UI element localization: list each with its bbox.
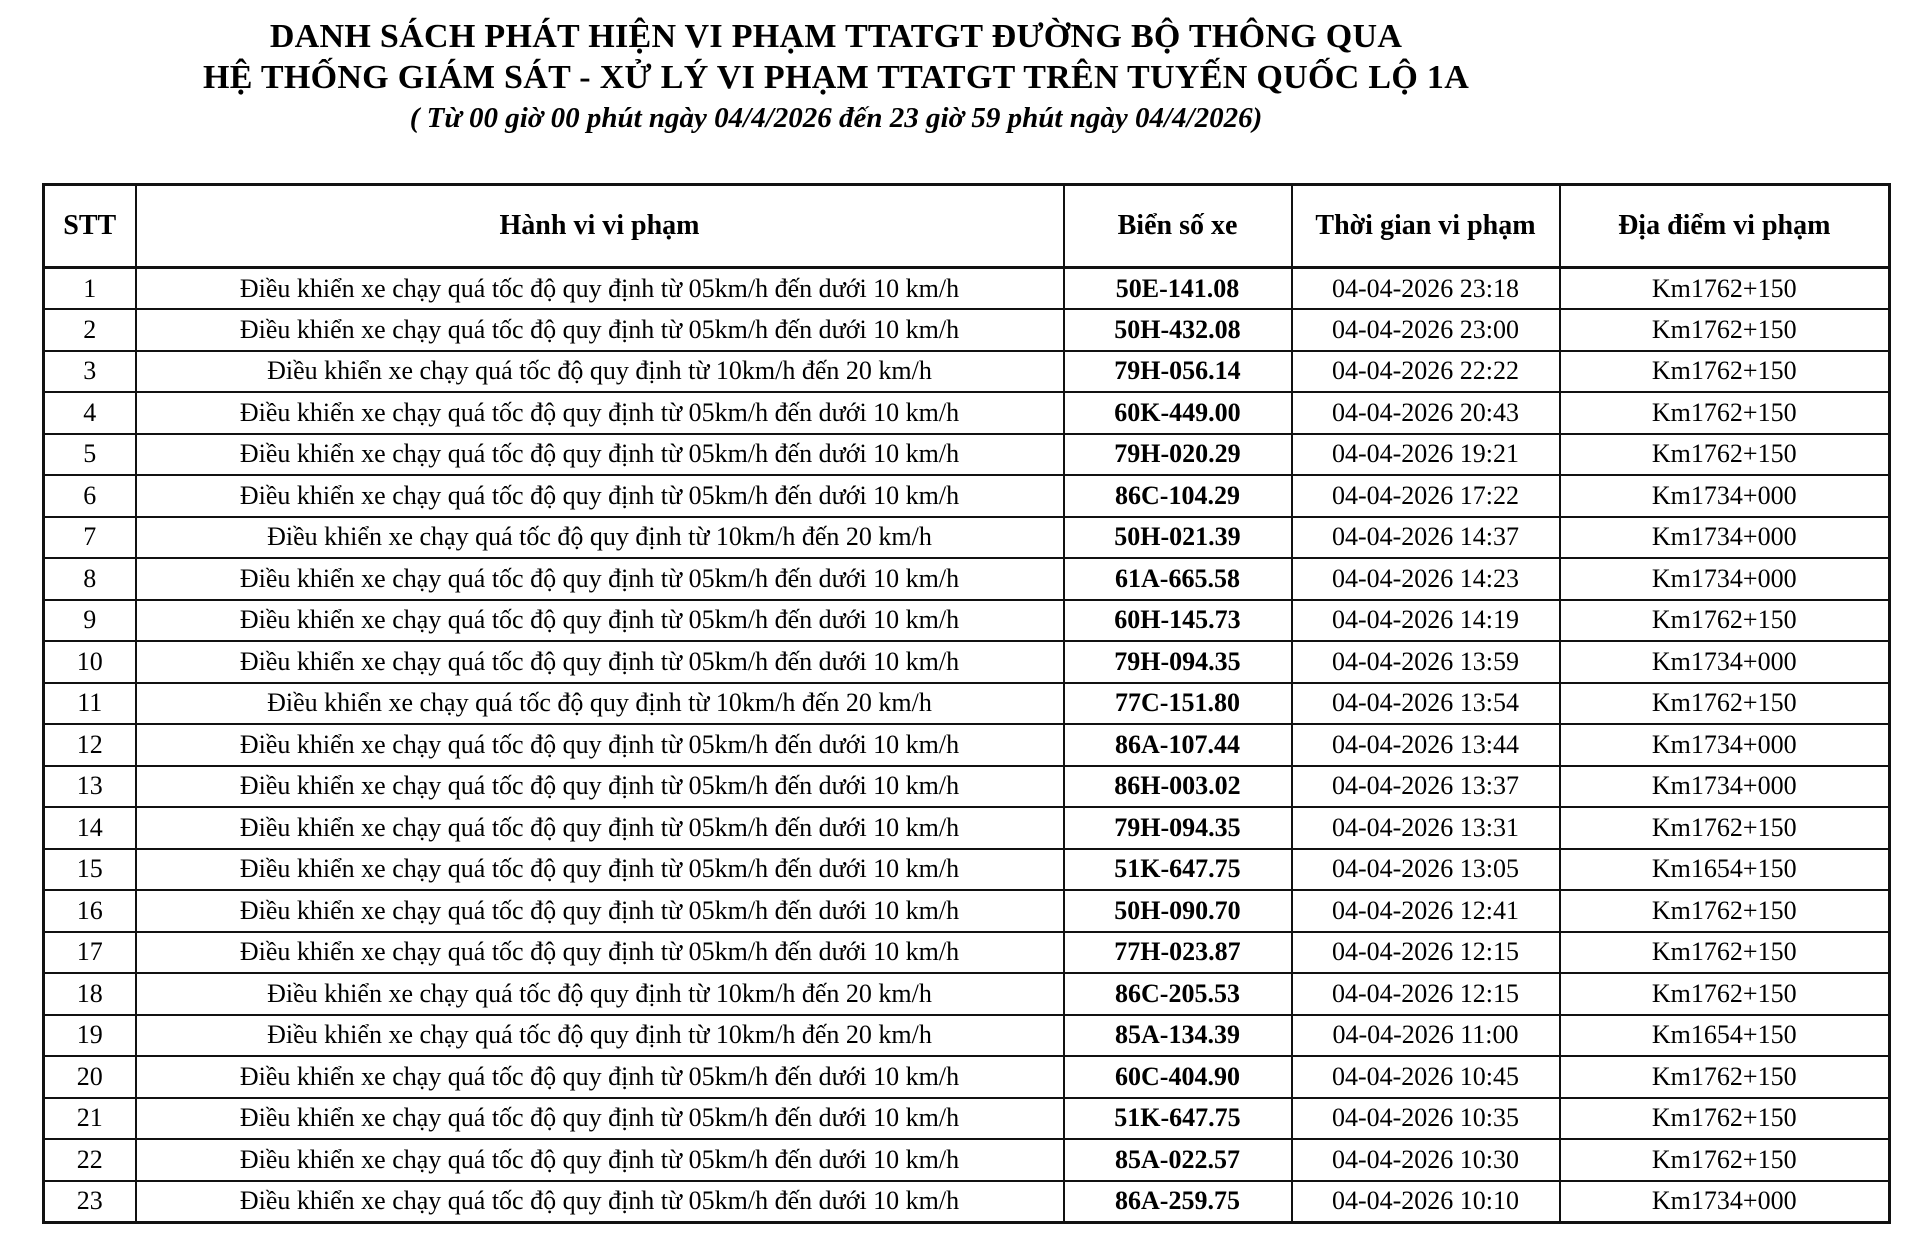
time-cell: 04-04-2026 12:15 <box>1292 973 1560 1015</box>
plate-cell: 50H-090.70 <box>1064 890 1292 932</box>
plate-cell: 86A-107.44 <box>1064 724 1292 766</box>
time-cell: 04-04-2026 20:43 <box>1292 392 1560 434</box>
time-cell: 04-04-2026 12:15 <box>1292 932 1560 974</box>
time-cell: 04-04-2026 23:18 <box>1292 268 1560 310</box>
header-location: Địa điểm vi phạm <box>1560 185 1890 268</box>
time-cell: 04-04-2026 13:44 <box>1292 724 1560 766</box>
plate-cell: 50H-021.39 <box>1064 517 1292 559</box>
table-row <box>44 517 1890 559</box>
table-row <box>44 1181 1890 1223</box>
location-cell: Km1762+150 <box>1560 309 1890 351</box>
table-row <box>44 849 1890 891</box>
plate-cell: 60C-404.90 <box>1064 1056 1292 1098</box>
header-plate: Biển số xe <box>1064 185 1292 268</box>
violation-cell: Điều khiển xe chạy quá tốc độ quy định từ 05km/h đến dưới 10 km/h <box>136 932 1064 974</box>
location-cell: Km1734+000 <box>1560 517 1890 559</box>
table-row <box>44 890 1890 932</box>
plate-cell: 86A-259.75 <box>1064 1181 1292 1223</box>
location-cell: Km1762+150 <box>1560 434 1890 476</box>
time-cell: 04-04-2026 10:35 <box>1292 1098 1560 1140</box>
violation-cell: Điều khiển xe chạy quá tốc độ quy định từ 10km/h đến 20 km/h <box>136 351 1064 393</box>
table-row <box>44 724 1890 766</box>
time-cell: 04-04-2026 13:31 <box>1292 807 1560 849</box>
violation-cell: Điều khiển xe chạy quá tốc độ quy định từ 05km/h đến dưới 10 km/h <box>136 475 1064 517</box>
plate-cell: 85A-134.39 <box>1064 1015 1292 1057</box>
violation-cell: Điều khiển xe chạy quá tốc độ quy định từ 05km/h đến dưới 10 km/h <box>136 724 1064 766</box>
table-row <box>44 268 1890 310</box>
table-row <box>44 683 1890 725</box>
stt-cell: 21 <box>44 1098 136 1140</box>
stt-cell: 10 <box>44 641 136 683</box>
stt-cell: 4 <box>44 392 136 434</box>
stt-cell: 12 <box>44 724 136 766</box>
table-row <box>44 475 1890 517</box>
table-row <box>44 641 1890 683</box>
plate-cell: 77H-023.87 <box>1064 932 1292 974</box>
time-cell: 04-04-2026 10:10 <box>1292 1181 1560 1223</box>
stt-cell: 17 <box>44 932 136 974</box>
violation-cell: Điều khiển xe chạy quá tốc độ quy định từ 05km/h đến dưới 10 km/h <box>136 766 1064 808</box>
table-row <box>44 558 1890 600</box>
document-title-line-1: DANH SÁCH PHÁT HIỆN VI PHẠM TTATGT ĐƯỜNG BỘ THÔNG QUA <box>269 18 1403 55</box>
stt-cell: 5 <box>44 434 136 476</box>
violation-table-body <box>44 268 1890 1223</box>
stt-cell: 20 <box>44 1056 136 1098</box>
violation-cell: Điều khiển xe chạy quá tốc độ quy định từ 05km/h đến dưới 10 km/h <box>136 1139 1064 1181</box>
stt-cell: 8 <box>44 558 136 600</box>
plate-cell: 50H-432.08 <box>1064 309 1292 351</box>
time-cell: 04-04-2026 22:22 <box>1292 351 1560 393</box>
location-cell: Km1734+000 <box>1560 724 1890 766</box>
violation-cell: Điều khiển xe chạy quá tốc độ quy định từ 05km/h đến dưới 10 km/h <box>136 890 1064 932</box>
stt-cell: 9 <box>44 600 136 642</box>
plate-cell: 61A-665.58 <box>1064 558 1292 600</box>
violation-cell: Điều khiển xe chạy quá tốc độ quy định từ 05km/h đến dưới 10 km/h <box>136 849 1064 891</box>
violation-cell: Điều khiển xe chạy quá tốc độ quy định từ 10km/h đến 20 km/h <box>136 517 1064 559</box>
time-cell: 04-04-2026 11:00 <box>1292 1015 1560 1057</box>
stt-cell: 13 <box>44 766 136 808</box>
location-cell: Km1762+150 <box>1560 1098 1890 1140</box>
time-cell: 04-04-2026 13:54 <box>1292 683 1560 725</box>
violation-cell: Điều khiển xe chạy quá tốc độ quy định từ 10km/h đến 20 km/h <box>136 973 1064 1015</box>
violations-table <box>42 183 1891 1224</box>
stt-cell: 2 <box>44 309 136 351</box>
plate-cell: 51K-647.75 <box>1064 1098 1292 1140</box>
plate-cell: 79H-094.35 <box>1064 641 1292 683</box>
violation-cell: Điều khiển xe chạy quá tốc độ quy định từ 05km/h đến dưới 10 km/h <box>136 268 1064 310</box>
location-cell: Km1762+150 <box>1560 890 1890 932</box>
violation-cell: Điều khiển xe chạy quá tốc độ quy định từ 05km/h đến dưới 10 km/h <box>136 309 1064 351</box>
time-cell: 04-04-2026 13:05 <box>1292 849 1560 891</box>
location-cell: Km1762+150 <box>1560 683 1890 725</box>
violation-cell: Điều khiển xe chạy quá tốc độ quy định từ 05km/h đến dưới 10 km/h <box>136 434 1064 476</box>
plate-cell: 60H-145.73 <box>1064 600 1292 642</box>
stt-cell: 18 <box>44 973 136 1015</box>
table-row <box>44 1015 1890 1057</box>
plate-cell: 85A-022.57 <box>1064 1139 1292 1181</box>
violation-cell: Điều khiển xe chạy quá tốc độ quy định từ 05km/h đến dưới 10 km/h <box>136 1098 1064 1140</box>
location-cell: Km1762+150 <box>1560 1056 1890 1098</box>
location-cell: Km1762+150 <box>1560 268 1890 310</box>
stt-cell: 23 <box>44 1181 136 1223</box>
stt-cell: 11 <box>44 683 136 725</box>
stt-cell: 6 <box>44 475 136 517</box>
plate-cell: 79H-056.14 <box>1064 351 1292 393</box>
document-subtitle: ( Từ 00 giờ 00 phút ngày 04/4/2026 đến 23 giờ 59 phút ngày 04/4/2026) <box>409 102 1263 134</box>
time-cell: 04-04-2026 17:22 <box>1292 475 1560 517</box>
stt-cell: 15 <box>44 849 136 891</box>
stt-cell: 14 <box>44 807 136 849</box>
violation-cell: Điều khiển xe chạy quá tốc độ quy định từ 05km/h đến dưới 10 km/h <box>136 807 1064 849</box>
location-cell: Km1762+150 <box>1560 1139 1890 1181</box>
location-cell: Km1734+000 <box>1560 475 1890 517</box>
violation-cell: Điều khiển xe chạy quá tốc độ quy định từ 10km/h đến 20 km/h <box>136 683 1064 725</box>
table-row <box>44 973 1890 1015</box>
location-cell: Km1654+150 <box>1560 849 1890 891</box>
table-row <box>44 392 1890 434</box>
table-row <box>44 434 1890 476</box>
location-cell: Km1654+150 <box>1560 1015 1890 1057</box>
time-cell: 04-04-2026 13:37 <box>1292 766 1560 808</box>
document-title-line-2: HỆ THỐNG GIÁM SÁT - XỬ LÝ VI PHẠM TTATGT TRÊN TUYẾN QUỐC LỘ 1A <box>202 59 1470 96</box>
time-cell: 04-04-2026 14:37 <box>1292 517 1560 559</box>
time-cell: 04-04-2026 14:19 <box>1292 600 1560 642</box>
header-violation: Hành vi vi phạm <box>136 185 1064 268</box>
location-cell: Km1762+150 <box>1560 392 1890 434</box>
header-time: Thời gian vi phạm <box>1292 185 1560 268</box>
violation-cell: Điều khiển xe chạy quá tốc độ quy định từ 05km/h đến dưới 10 km/h <box>136 641 1064 683</box>
time-cell: 04-04-2026 23:00 <box>1292 309 1560 351</box>
violation-cell: Điều khiển xe chạy quá tốc độ quy định từ 05km/h đến dưới 10 km/h <box>136 558 1064 600</box>
violation-cell: Điều khiển xe chạy quá tốc độ quy định từ 10km/h đến 20 km/h <box>136 1015 1064 1057</box>
time-cell: 04-04-2026 10:45 <box>1292 1056 1560 1098</box>
stt-cell: 19 <box>44 1015 136 1057</box>
stt-cell: 16 <box>44 890 136 932</box>
violation-cell: Điều khiển xe chạy quá tốc độ quy định từ 05km/h đến dưới 10 km/h <box>136 392 1064 434</box>
plate-cell: 77C-151.80 <box>1064 683 1292 725</box>
location-cell: Km1734+000 <box>1560 558 1890 600</box>
document-heading <box>0 16 1672 137</box>
table-row <box>44 766 1890 808</box>
location-cell: Km1762+150 <box>1560 807 1890 849</box>
table-row <box>44 1056 1890 1098</box>
table-row <box>44 600 1890 642</box>
location-cell: Km1762+150 <box>1560 932 1890 974</box>
table-row <box>44 1139 1890 1181</box>
time-cell: 04-04-2026 19:21 <box>1292 434 1560 476</box>
location-cell: Km1734+000 <box>1560 1181 1890 1223</box>
stt-cell: 1 <box>44 268 136 310</box>
location-cell: Km1762+150 <box>1560 973 1890 1015</box>
plate-cell: 86H-003.02 <box>1064 766 1292 808</box>
stt-cell: 22 <box>44 1139 136 1181</box>
plate-cell: 51K-647.75 <box>1064 849 1292 891</box>
violation-cell: Điều khiển xe chạy quá tốc độ quy định từ 05km/h đến dưới 10 km/h <box>136 1181 1064 1223</box>
plate-cell: 86C-104.29 <box>1064 475 1292 517</box>
time-cell: 04-04-2026 12:41 <box>1292 890 1560 932</box>
violation-cell: Điều khiển xe chạy quá tốc độ quy định từ 05km/h đến dưới 10 km/h <box>136 600 1064 642</box>
location-cell: Km1734+000 <box>1560 641 1890 683</box>
violation-table-header <box>44 185 1890 268</box>
table-row <box>44 351 1890 393</box>
plate-cell: 79H-094.35 <box>1064 807 1292 849</box>
stt-cell: 7 <box>44 517 136 559</box>
plate-cell: 86C-205.53 <box>1064 973 1292 1015</box>
location-cell: Km1762+150 <box>1560 600 1890 642</box>
header-row <box>44 185 1890 268</box>
location-cell: Km1762+150 <box>1560 351 1890 393</box>
table-row <box>44 1098 1890 1140</box>
violation-cell: Điều khiển xe chạy quá tốc độ quy định từ 05km/h đến dưới 10 km/h <box>136 1056 1064 1098</box>
plate-cell: 60K-449.00 <box>1064 392 1292 434</box>
plate-cell: 79H-020.29 <box>1064 434 1292 476</box>
time-cell: 04-04-2026 10:30 <box>1292 1139 1560 1181</box>
header-stt: STT <box>44 185 136 268</box>
time-cell: 04-04-2026 13:59 <box>1292 641 1560 683</box>
stt-cell: 3 <box>44 351 136 393</box>
table-row <box>44 309 1890 351</box>
location-cell: Km1734+000 <box>1560 766 1890 808</box>
time-cell: 04-04-2026 14:23 <box>1292 558 1560 600</box>
table-row <box>44 932 1890 974</box>
table-row <box>44 807 1890 849</box>
plate-cell: 50E-141.08 <box>1064 268 1292 310</box>
